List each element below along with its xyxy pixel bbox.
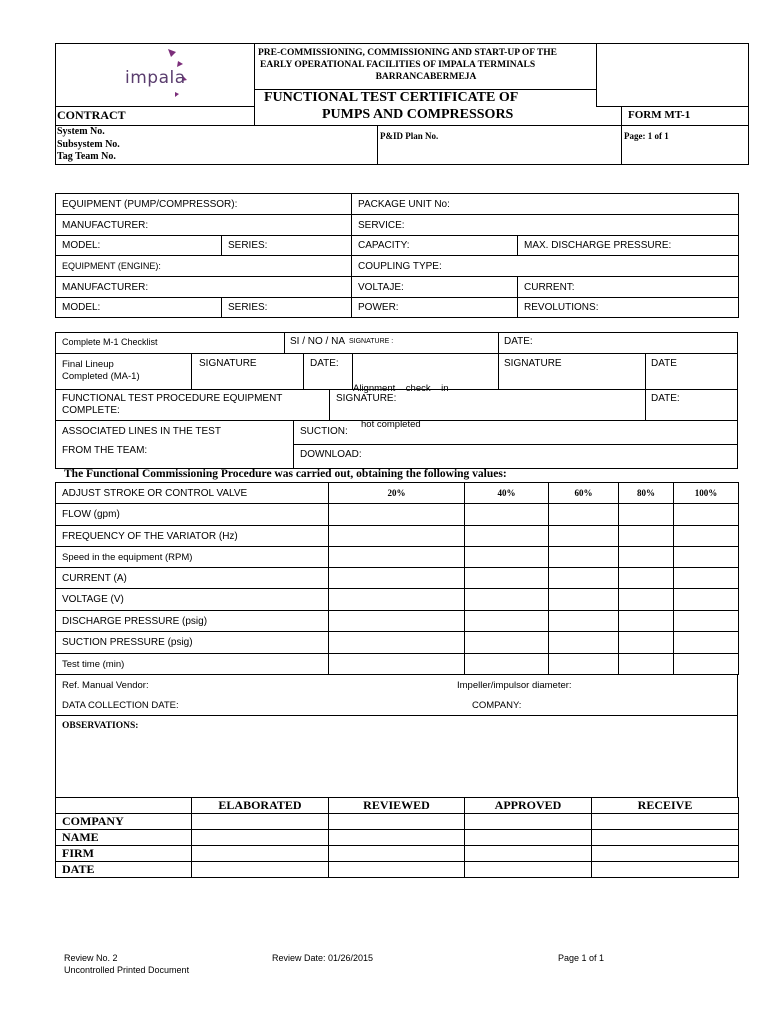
final-lineup-line-1: Final Lineup <box>62 359 114 370</box>
value-cell[interactable] <box>549 589 619 611</box>
review-date: Review Date: 01/26/2015 <box>272 953 374 963</box>
signoff-cell[interactable] <box>192 830 329 846</box>
alignment-signature-label: SIGNATURE <box>504 358 562 369</box>
value-cell[interactable] <box>674 547 739 568</box>
signoff-cell[interactable] <box>192 846 329 862</box>
alignment-date-label: DATE <box>651 358 677 369</box>
company-logo <box>120 46 200 104</box>
equipment-table <box>55 193 739 318</box>
value-cell[interactable] <box>619 568 674 589</box>
col-20: 20% <box>329 483 465 504</box>
col-approved: APPROVED <box>465 798 592 814</box>
value-cell[interactable] <box>465 589 549 611</box>
ftp-line-2: COMPLETE: <box>62 405 120 416</box>
power-label: POWER: <box>352 298 518 318</box>
capacity-label: CAPACITY: <box>352 236 518 256</box>
signoff-cell[interactable] <box>192 814 329 830</box>
table-row <box>56 504 739 526</box>
row-label: SUCTION PRESSURE (psig) <box>56 632 329 654</box>
value-cell[interactable] <box>674 654 739 675</box>
col-100: 100% <box>674 483 739 504</box>
value-cell[interactable] <box>465 526 549 547</box>
values-table <box>55 482 739 675</box>
value-cell[interactable] <box>674 589 739 611</box>
value-cell[interactable] <box>465 504 549 526</box>
value-cell[interactable] <box>619 589 674 611</box>
value-cell[interactable] <box>549 547 619 568</box>
value-cell[interactable] <box>549 654 619 675</box>
signoff-cell[interactable] <box>329 862 465 878</box>
row-firm: FIRM <box>56 846 192 862</box>
value-cell[interactable] <box>549 568 619 589</box>
complete-m1-label: Complete M-1 Checklist <box>62 337 158 347</box>
col-60: 60% <box>549 483 619 504</box>
table-row <box>56 654 739 675</box>
value-cell[interactable] <box>329 654 465 675</box>
values-header-label: ADJUST STROKE OR CONTROL VALVE <box>56 483 329 504</box>
final-lineup-line-2: Completed (MA-1) <box>62 371 140 382</box>
row-label: Speed in the equipment (RPM) <box>56 547 329 568</box>
logo-text: impala <box>125 68 186 88</box>
signoff-cell[interactable] <box>592 814 739 830</box>
table-row <box>56 589 739 611</box>
signoff-cell[interactable] <box>192 862 329 878</box>
value-cell[interactable] <box>619 504 674 526</box>
project-title <box>258 47 594 83</box>
signoff-cell[interactable] <box>592 846 739 862</box>
row-label: CURRENT (A) <box>56 568 329 589</box>
model-engine-label: MODEL: <box>56 298 222 318</box>
table-row <box>56 568 739 589</box>
reference-box <box>55 675 738 798</box>
m1-date-label: DATE: <box>504 336 533 347</box>
revolutions-label: REVOLUTIONS: <box>518 298 739 318</box>
signoff-cell[interactable] <box>465 830 592 846</box>
data-collection-label: DATA COLLECTION DATE: <box>62 700 179 711</box>
signature-small-label: SIGNATURE : <box>349 338 394 345</box>
table-row <box>56 526 739 547</box>
value-cell[interactable] <box>465 632 549 654</box>
ftp-signature-label: SIGNATURE: <box>336 393 397 404</box>
value-cell[interactable] <box>549 632 619 654</box>
value-cell[interactable] <box>619 611 674 632</box>
pid-plan-label: P&ID Plan No. <box>380 131 439 141</box>
from-team-label: FROM THE TEAM: <box>62 445 148 456</box>
value-cell[interactable] <box>619 526 674 547</box>
row-label: FLOW (gpm) <box>56 504 329 526</box>
signoff-cell[interactable] <box>465 862 592 878</box>
value-cell[interactable] <box>329 632 465 654</box>
value-cell[interactable] <box>465 611 549 632</box>
manufacturer-label: MANUFACTURER: <box>56 215 352 236</box>
row-company: COMPANY <box>56 814 192 830</box>
manufacturer-engine-label: MANUFACTURER: <box>56 277 352 298</box>
lineup-signature-label: SIGNATURE <box>199 358 257 369</box>
table-row <box>56 611 739 632</box>
ftp-line-1: FUNCTIONAL TEST PROCEDURE EQUIPMENT <box>62 393 283 404</box>
series-label: SERIES: <box>222 236 352 256</box>
value-cell[interactable] <box>549 611 619 632</box>
value-cell[interactable] <box>674 568 739 589</box>
model-label: MODEL: <box>56 236 222 256</box>
value-cell[interactable] <box>674 611 739 632</box>
col-80: 80% <box>619 483 674 504</box>
row-label: DISCHARGE PRESSURE (psig) <box>56 611 329 632</box>
values-intro: The Functional Commissioning Procedure was carried out, obtaining the following values: <box>64 468 507 480</box>
page-label: Page: 1 of 1 <box>624 131 669 141</box>
col-elaborated: ELABORATED <box>192 798 329 814</box>
value-cell[interactable] <box>329 504 465 526</box>
certificate-title-line-1: FUNCTIONAL TEST CERTIFICATE OF <box>264 90 519 105</box>
system-info <box>57 126 120 164</box>
equipment-pump-label: EQUIPMENT (PUMP/COMPRESSOR): <box>56 194 352 215</box>
ftp-label <box>62 393 282 417</box>
col-40: 40% <box>465 483 549 504</box>
row-label: Test time (min) <box>56 654 329 675</box>
contract-label: CONTRACT <box>57 108 126 122</box>
signoff-table <box>55 797 739 878</box>
signoff-cell[interactable] <box>329 830 465 846</box>
table-row <box>56 632 739 654</box>
value-cell[interactable] <box>465 547 549 568</box>
project-line-3: BARRANCABERMEJA <box>375 72 477 82</box>
company-label: COMPANY: <box>472 700 522 711</box>
review-no: Review No. 2 <box>64 953 118 963</box>
suction-label: SUCTION: <box>300 426 348 437</box>
value-cell[interactable] <box>674 526 739 547</box>
project-line-2: EARLY OPERATIONAL FACILITIES OF IMPALA TERMINALS <box>260 60 536 70</box>
max-discharge-label: MAX. DISCHARGE PRESSURE: <box>518 236 739 256</box>
series-engine-label: SERIES: <box>222 298 352 318</box>
voltage-label: VOLTAJE: <box>352 277 518 298</box>
tag-team-no-label: Tag Team No. <box>57 151 116 162</box>
value-cell[interactable] <box>619 654 674 675</box>
download-label: DOWNLOAD: <box>300 449 362 460</box>
row-label: VOLTAGE (V) <box>56 589 329 611</box>
coupling-type-label: COUPLING TYPE: <box>352 256 739 277</box>
subsystem-no-label: Subsystem No. <box>57 138 120 150</box>
signoff-corner <box>56 798 192 814</box>
col-reviewed: REVIEWED <box>329 798 465 814</box>
system-no-label: System No. <box>57 126 105 137</box>
ftp-date-label: DATE: <box>651 393 680 404</box>
signoff-cell[interactable] <box>592 830 739 846</box>
package-unit-label: PACKAGE UNIT No: <box>352 194 739 215</box>
value-cell[interactable] <box>465 654 549 675</box>
value-cell[interactable] <box>329 568 465 589</box>
value-cell[interactable] <box>674 504 739 526</box>
value-cell[interactable] <box>329 589 465 611</box>
value-cell[interactable] <box>329 611 465 632</box>
uncontrolled-note: Uncontrolled Printed Document <box>64 965 190 975</box>
impeller-label: Impeller/impulsor diameter: <box>457 680 572 691</box>
table-row <box>56 814 739 830</box>
alignment-line-1: Alignment check in <box>353 383 449 394</box>
table-row <box>56 862 739 878</box>
value-cell[interactable] <box>549 526 619 547</box>
equipment-engine-label: EQUIPMENT (ENGINE): <box>56 256 352 277</box>
service-label: SERVICE: <box>352 215 739 236</box>
row-name: NAME <box>56 830 192 846</box>
table-row <box>56 846 739 862</box>
signoff-cell[interactable] <box>329 846 465 862</box>
associated-lines-label: ASSOCIATED LINES IN THE TEST <box>62 426 221 437</box>
footer-page: Page 1 of 1 <box>558 953 605 963</box>
ref-manual-label: Ref. Manual Vendor: <box>62 680 149 691</box>
value-cell[interactable] <box>549 504 619 526</box>
value-cell[interactable] <box>329 547 465 568</box>
table-row <box>56 830 739 846</box>
lineup-date-label: DATE: <box>310 358 339 369</box>
current-label: CURRENT: <box>518 277 739 298</box>
value-cell[interactable] <box>619 547 674 568</box>
table-row <box>56 547 739 568</box>
signoff-cell[interactable] <box>465 814 592 830</box>
value-cell[interactable] <box>329 526 465 547</box>
observations-label: OBSERVATIONS: <box>62 721 139 731</box>
signoff-cell[interactable] <box>592 862 739 878</box>
signoff-cell[interactable] <box>329 814 465 830</box>
row-label: FREQUENCY OF THE VARIATOR (Hz) <box>56 526 329 547</box>
si-no-na-label: SI / NO / NA <box>290 336 346 347</box>
row-date: DATE <box>56 862 192 878</box>
final-lineup-label <box>62 359 140 383</box>
value-cell[interactable] <box>619 632 674 654</box>
project-line-1: PRE-COMMISSIONING, COMMISSIONING AND START-UP OF THE <box>258 48 557 58</box>
value-cell[interactable] <box>465 568 549 589</box>
form-label: FORM MT-1 <box>628 109 691 121</box>
alignment-line-2: hot completed <box>361 419 421 430</box>
value-cell[interactable] <box>674 632 739 654</box>
certificate-title-line-2: PUMPS AND COMPRESSORS <box>322 107 514 122</box>
signoff-cell[interactable] <box>465 846 592 862</box>
col-receive: RECEIVE <box>592 798 739 814</box>
